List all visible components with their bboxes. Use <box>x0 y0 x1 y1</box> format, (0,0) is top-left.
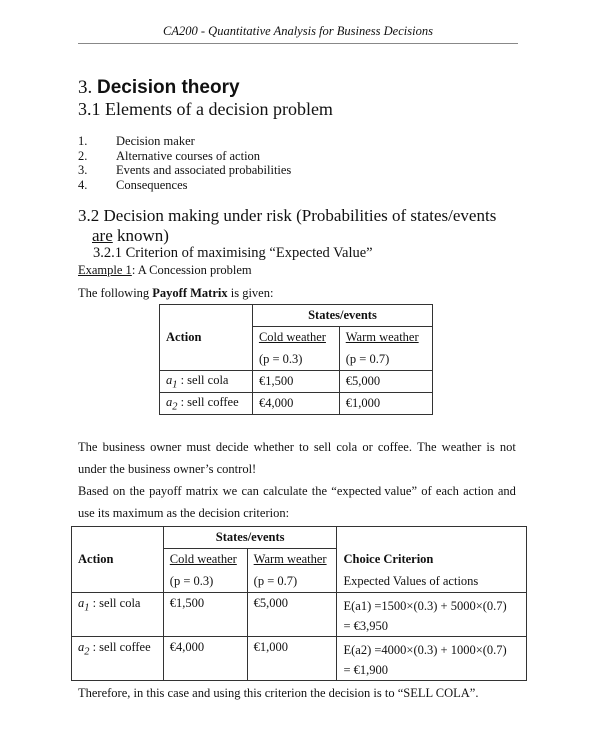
expected-value-formula: E(a2) =4000×(0.3) + 1000×(0.7) <box>343 643 507 657</box>
warm-value: €5,000 <box>339 371 432 393</box>
paragraph-line-2: under the business owner’s control! <box>78 462 257 476</box>
example-title: Example 1: A Concession problem <box>78 263 252 277</box>
warm-weather-header: Warm weather <box>247 549 337 571</box>
expected-value-result: = €1,900 <box>343 663 389 677</box>
warm-probability: (p = 0.7) <box>339 349 432 371</box>
cold-value: €4,000 <box>252 393 339 415</box>
section-3-2-heading: 3.2 Decision making under risk (Probabilities of states/events are known) <box>78 206 497 245</box>
states-header: States/events <box>163 527 337 549</box>
criterion-subheader: Expected Values of actions <box>337 571 527 593</box>
choice-criterion-header: Choice Criterion <box>337 549 527 571</box>
warm-probability: (p = 0.7) <box>247 571 337 593</box>
action-label: $a_1$ : sell cola <box>160 371 253 393</box>
action-label: $a_1$ : sell cola <box>72 593 164 637</box>
states-header: States/events <box>252 305 432 327</box>
cold-value: €1,500 <box>252 371 339 393</box>
table-row <box>72 593 527 637</box>
cold-probability: (p = 0.3) <box>252 349 339 371</box>
section-3-heading: 3. Decision theory <box>78 77 240 98</box>
action-header: Action <box>72 549 164 571</box>
cold-value: €1,500 <box>163 593 247 637</box>
expected-value-cell <box>337 637 527 681</box>
conclusion-text: Therefore, in this case and using this criterion the decision is to “SELL COLA”. <box>78 686 479 700</box>
action-header: Action <box>160 327 253 349</box>
warm-value: €5,000 <box>247 593 337 637</box>
cold-weather-header: Cold weather <box>252 327 339 349</box>
page-header: CA200 - Quantitative Analysis for Business Decisions <box>78 24 518 44</box>
warm-value: €1,000 <box>339 393 432 415</box>
elements-list <box>78 134 291 192</box>
paragraph-line-4: use its maximum as the decision criterion: <box>78 506 290 520</box>
warm-value: €1,000 <box>247 637 337 681</box>
list-item: 3. Events and associated probabilities <box>78 163 292 177</box>
expected-value-formula: E(a1) =1500×(0.3) + 5000×(0.7) <box>343 599 507 613</box>
warm-weather-header: Warm weather <box>339 327 432 349</box>
expected-value-cell <box>337 593 527 637</box>
section-3-1-heading: 3.1 Elements of a decision problem <box>78 99 333 119</box>
expected-value-result: = €3,950 <box>343 619 389 633</box>
list-item: 4. Consequences <box>78 177 188 192</box>
payoff-intro: The following Payoff Matrix is given: <box>78 286 274 300</box>
cold-probability: (p = 0.3) <box>163 571 247 593</box>
list-item: 2. Alternative courses of action <box>78 148 261 163</box>
table-row <box>160 371 433 393</box>
action-label: $a_2$ : sell coffee <box>160 393 253 415</box>
paragraph-line-1: The business owner must decide whether to sell cola or coffee. The weather is not <box>78 440 516 454</box>
action-label: $a_2$ : sell coffee <box>72 637 164 681</box>
list-item: 1. Decision maker <box>78 134 195 148</box>
cold-value: €4,000 <box>163 637 247 681</box>
section-3-2-1-heading: 3.2.1 Criterion of maximising “Expected Value” <box>93 245 373 261</box>
cold-weather-header: Cold weather <box>163 549 247 571</box>
paragraph-line-3: Based on the payoff matrix we can calculate the “expected value” of each action and <box>78 484 516 498</box>
table-row <box>160 393 433 415</box>
table-row <box>72 637 527 681</box>
expected-value-table <box>71 526 527 681</box>
payoff-matrix-table <box>159 304 433 415</box>
